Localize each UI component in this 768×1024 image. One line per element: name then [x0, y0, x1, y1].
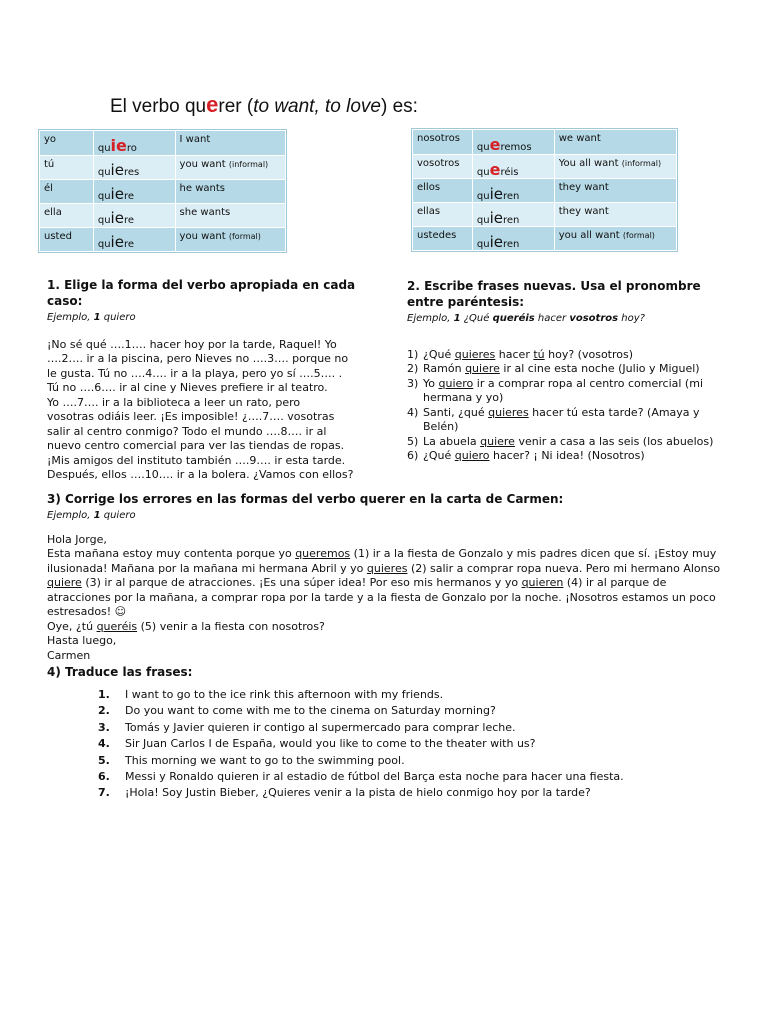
meaning-cell: she wants: [175, 203, 285, 227]
pronoun-cell: vosotros: [413, 154, 473, 179]
exercise-1-line: Yo ….7…. ir a la biblioteca a leer un rato, pero: [47, 395, 301, 409]
letter-signature: Carmen: [47, 648, 91, 662]
pronoun-cell: ellas: [413, 203, 473, 227]
conjugation-row: [40, 227, 286, 251]
translation-item: 1. I want to go to the ice rink this afternoon with my friends.: [98, 688, 444, 701]
error-verb: quieren: [521, 576, 564, 589]
pronoun-cell: tú: [40, 155, 94, 179]
error-verb: quiere: [47, 576, 82, 589]
exercise-2-item: 5) La abuela quiere venir a casa a las seis (los abuelos): [407, 434, 714, 448]
exercise-1: [47, 277, 367, 483]
pronoun-cell: usted: [40, 227, 94, 251]
letter-closing: Hasta luego,: [47, 634, 117, 647]
exercise-2-heading: 2. Escribe frases nuevas. Usa el pronombre entre paréntesis:: [407, 279, 701, 309]
exercise-4: [47, 664, 727, 802]
exercise-4-list: [98, 687, 727, 802]
pronoun-cell: ella: [40, 203, 94, 227]
letter-question: Oye, ¿tú queréis (5) venir a la fiesta con nosotros?: [47, 619, 325, 633]
exercise-1-line: ….2…. ir a la piscina, pero Nieves no ….3…. porque no: [47, 352, 349, 365]
conjugation-table-plural: [412, 129, 677, 251]
title-part: rer (: [218, 96, 254, 117]
letter: [47, 533, 722, 664]
exercise-1-line: le gusta. Tú no ….4…. ir a la playa, pero yo sí ….5…. .: [47, 366, 343, 380]
error-verb: queréis: [96, 619, 138, 633]
title-highlight: e: [206, 92, 219, 117]
meaning-cell: You all want (informal): [554, 154, 676, 179]
meaning-cell: they want: [554, 203, 676, 227]
verb-form-cell: quiere: [93, 227, 175, 251]
exercise-2-example: Ejemplo, 1 ¿Qué queréis hacer vosotros hoy?: [407, 313, 645, 324]
exercise-2-item: 3) Yo quiero ir a comprar ropa al centro comercial (mi hermana y yo): [407, 376, 703, 404]
exercise-1-line: ¡No sé qué ….1…. hacer hoy por la tarde, Raquel! Yo: [47, 337, 337, 351]
exercise-1-heading: 1. Elige la forma del verbo apropiada en cada caso:: [47, 278, 356, 308]
translation-item: 5. This morning we want to go to the swimming pool.: [98, 753, 405, 767]
meaning-cell: you want (informal): [175, 155, 285, 179]
translation-item: 3. Tomás y Javier quieren ir contigo al supermercado para comprar leche.: [98, 720, 516, 734]
letter-greeting: Hola Jorge,: [47, 532, 107, 546]
verb-form-cell: quieren: [472, 179, 554, 203]
verb-form-cell: quieres: [93, 155, 175, 179]
verb-form-cell: quieren: [472, 227, 554, 251]
conjugation-row: [413, 179, 677, 203]
exercise-1-line: Después, ellos ….10…. ir a la bolera. ¿Vamos con ellos?: [47, 468, 354, 481]
exercise-1-line: ¡Mis amigos del instituto también ….9…. ir esta tarde.: [47, 453, 346, 467]
meaning-cell: they want: [554, 179, 676, 203]
pronoun-cell: él: [40, 179, 94, 203]
exercise-3-example: Ejemplo, 1 quiero: [47, 510, 136, 521]
meaning-cell: you all want (formal): [554, 227, 676, 251]
meaning-cell: you want (formal): [175, 227, 285, 251]
conjugation-row: [413, 227, 677, 251]
page-title: [110, 92, 530, 118]
exercise-4-heading: 4) Traduce las frases:: [47, 665, 193, 679]
exercise-2-item: 2) Ramón quiere ir al cine esta noche (Julio y Miguel): [407, 362, 700, 375]
exercise-3-heading: 3) Corrige los errores en las formas del verbo querer en la carta de Carmen:: [47, 492, 564, 506]
conjugation-row: [413, 130, 677, 155]
meaning-cell: we want: [554, 130, 676, 155]
conjugation-row: [413, 154, 677, 179]
translation-item: 2. Do you want to come with me to the cinema on Saturday morning?: [98, 704, 496, 718]
meaning-cell: I want: [175, 131, 285, 156]
letter-body: Esta mañana estoy muy contenta porque yo queremos (1) ir a la fiesta de Gonzalo y mis padres dicen que sí. ¡Estoy muy ilusionada! Mañana por la mañana mi hermana Abril y yo quieres (2) salir a comprar ropa nueva. Pero mi hermano Alonso quiere (3) ir al parque de atracciones. ¡Es una súper idea! Por eso mis hermanos y yo quieren (4) ir al parque de atracciones por la mañana, a comprar ropa por la tarde y a la fiesta de Gonzalo por la noche. ¡Nosotros estamos un poco estresados! ☺: [47, 547, 721, 618]
exercise-3: [47, 491, 722, 663]
verb-form-cell: queremos: [472, 130, 554, 155]
title-part: El verbo qu: [110, 96, 207, 117]
conjugation-row: [40, 203, 286, 227]
translation-item: 4. Sir Juan Carlos I de España, would you like to come to the theater with us?: [98, 737, 536, 751]
exercise-2-item: 4) Santi, ¿qué quieres hacer tú esta tarde? (Amaya y Belén): [407, 405, 700, 433]
conjugation-row: [40, 179, 286, 203]
exercise-1-line: nuevo centro comercial para ver las tiendas de ropas.: [47, 439, 345, 452]
title-part: ) es:: [381, 96, 418, 117]
error-verb: queremos: [295, 547, 351, 560]
exercise-1-line: Tú no ….6…. ir al cine y Nieves prefiere ir al teatro.: [47, 381, 328, 394]
exercise-2: [407, 278, 717, 464]
verb-form-cell: quiero: [93, 131, 175, 156]
verb-form-cell: queréis: [472, 154, 554, 179]
translation-item: 7. ¡Hola! Soy Justin Bieber, ¿Quieres venir a la pista de hielo conmigo hoy por la tarde?: [98, 786, 591, 800]
conjugation-row: [40, 131, 286, 156]
exercise-2-item: 6) ¿Qué quiero hacer? ¡ Ni idea! (Nosotros): [407, 449, 645, 462]
exercise-1-text: [47, 338, 367, 483]
conjugation-row: [413, 203, 677, 227]
translation-item: 6. Messi y Ronaldo quieren ir al estadio de fútbol del Barça esta noche para hacer una fiesta.: [98, 770, 624, 784]
pronoun-cell: ellos: [413, 179, 473, 203]
conjugation-row: [40, 155, 286, 179]
exercise-1-line: vosotras odiáis leer. ¡Es imposible! ¿….7…. vosotras: [47, 410, 335, 423]
verb-form-cell: quieren: [472, 203, 554, 227]
pronoun-cell: yo: [40, 131, 94, 156]
exercise-1-example: Ejemplo, 1 quiero: [47, 312, 136, 323]
meaning-cell: he wants: [175, 179, 285, 203]
pronoun-cell: ustedes: [413, 227, 473, 251]
exercise-2-item: 1) ¿Qué quieres hacer tú hoy? (vosotros): [407, 347, 634, 361]
conjugation-table-singular: [39, 130, 286, 252]
title-italic: to want, to love: [253, 96, 381, 117]
pronoun-cell: nosotros: [413, 130, 473, 155]
exercise-1-line: salir al centro conmigo? Todo el mundo ….8…. ir al: [47, 424, 327, 438]
exercise-2-list: [407, 348, 717, 464]
verb-form-cell: quiere: [93, 179, 175, 203]
error-verb: quieres: [366, 561, 408, 575]
verb-form-cell: quiere: [93, 203, 175, 227]
